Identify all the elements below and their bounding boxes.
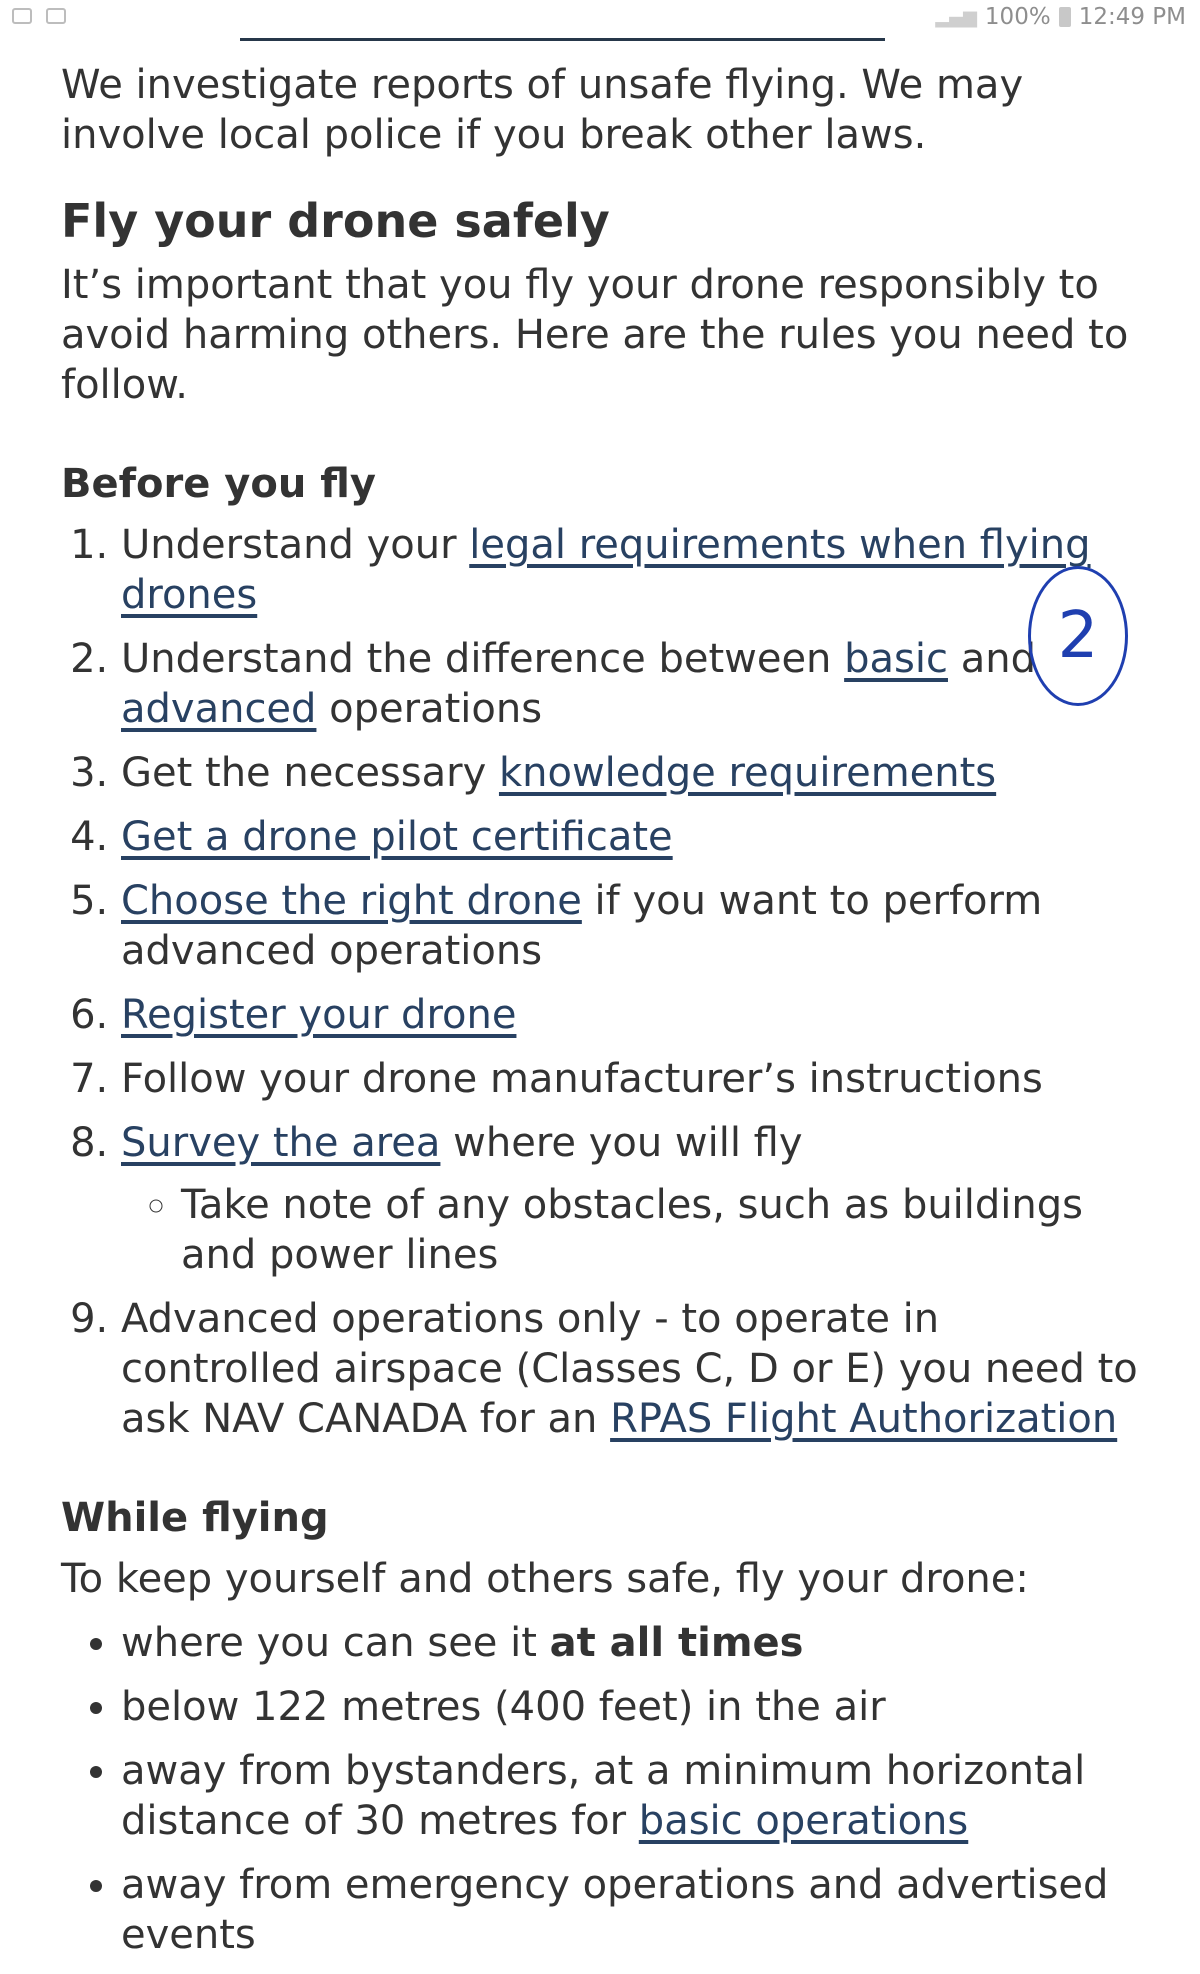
battery-percent: 100% — [984, 4, 1051, 30]
while-flying-heading: While flying — [61, 1495, 329, 1541]
list-item: • away from bystanders, at a minimum horizontal distance of 30 metres for basic operations — [121, 1746, 1141, 1846]
wifi-signal-icon: ▂▄▆ — [935, 6, 977, 28]
pilot-certificate-link[interactable]: Get a drone pilot certificate — [121, 814, 673, 860]
list-item: • away from emergency operations and advertised events — [121, 1860, 1141, 1960]
choose-drone-link[interactable]: Choose the right drone — [121, 878, 582, 924]
intro-paragraph: We investigate reports of unsafe flying. We may involve local police if you break other laws. — [61, 62, 1024, 158]
list-item — [121, 812, 1141, 862]
advanced-link[interactable]: advanced — [121, 686, 317, 732]
section-title: Fly your drone safely — [61, 194, 610, 248]
before-you-fly-heading: Before you fly — [61, 461, 376, 507]
clock: 12:49 PM — [1078, 4, 1186, 30]
sub-list — [121, 1180, 1141, 1280]
list-item: 2. Understand the difference between basic and advanced operations — [121, 634, 1141, 734]
cut-off-link-row — [240, 26, 885, 41]
handwritten-annotation: 2 — [1028, 566, 1128, 706]
while-flying-list — [61, 1618, 1141, 1960]
list-item: 1. Understand your legal requirements when flying drones — [121, 520, 1141, 620]
list-item: • below 122 metres (400 feet) in the air — [121, 1682, 1141, 1732]
basic-operations-link[interactable]: basic operations — [638, 1798, 969, 1844]
list-item: 8. Survey the area where you will fly ◦ Take note of any obstacles, such as buildings and power lines — [121, 1118, 1141, 1280]
before-you-fly-list — [61, 520, 1141, 1444]
battery-icon — [1059, 7, 1071, 27]
legal-requirements-link[interactable]: legal requirements when flying drones — [121, 522, 1091, 618]
knowledge-requirements-link[interactable]: knowledge requirements — [498, 750, 997, 796]
list-item: 7. Follow your drone manufacturer’s instructions — [121, 1054, 1141, 1104]
list-item: 5. Choose the right drone if you want to perform advanced operations — [121, 876, 1141, 976]
list-item: 9. Advanced operations only - to operate in controlled airspace (Classes C, D or E) you need to ask NAV CANADA for an RPAS Flight Authorization — [121, 1294, 1141, 1444]
sd-card-icon — [46, 8, 66, 24]
main-content — [61, 60, 1141, 1974]
list-item — [121, 990, 1141, 1040]
gallery-icon — [12, 8, 32, 24]
register-drone-link[interactable]: Register your drone — [121, 992, 517, 1038]
list-item: 3. Get the necessary knowledge requirements — [121, 748, 1141, 798]
survey-area-link[interactable]: Survey the area — [121, 1120, 441, 1166]
list-item: • where you can see it at all times — [121, 1618, 1141, 1668]
sub-list-item: ◦ Take note of any obstacles, such as buildings and power lines — [181, 1180, 1141, 1280]
while-flying-description: To keep yourself and others safe, fly your drone: — [61, 1556, 1029, 1602]
rpas-authorization-link[interactable]: RPAS Flight Authorization — [610, 1396, 1118, 1442]
basic-link[interactable]: basic — [844, 636, 948, 682]
section-description: It’s important that you fly your drone responsibly to avoid harming others. Here are the rules you need to follow. — [61, 262, 1129, 408]
